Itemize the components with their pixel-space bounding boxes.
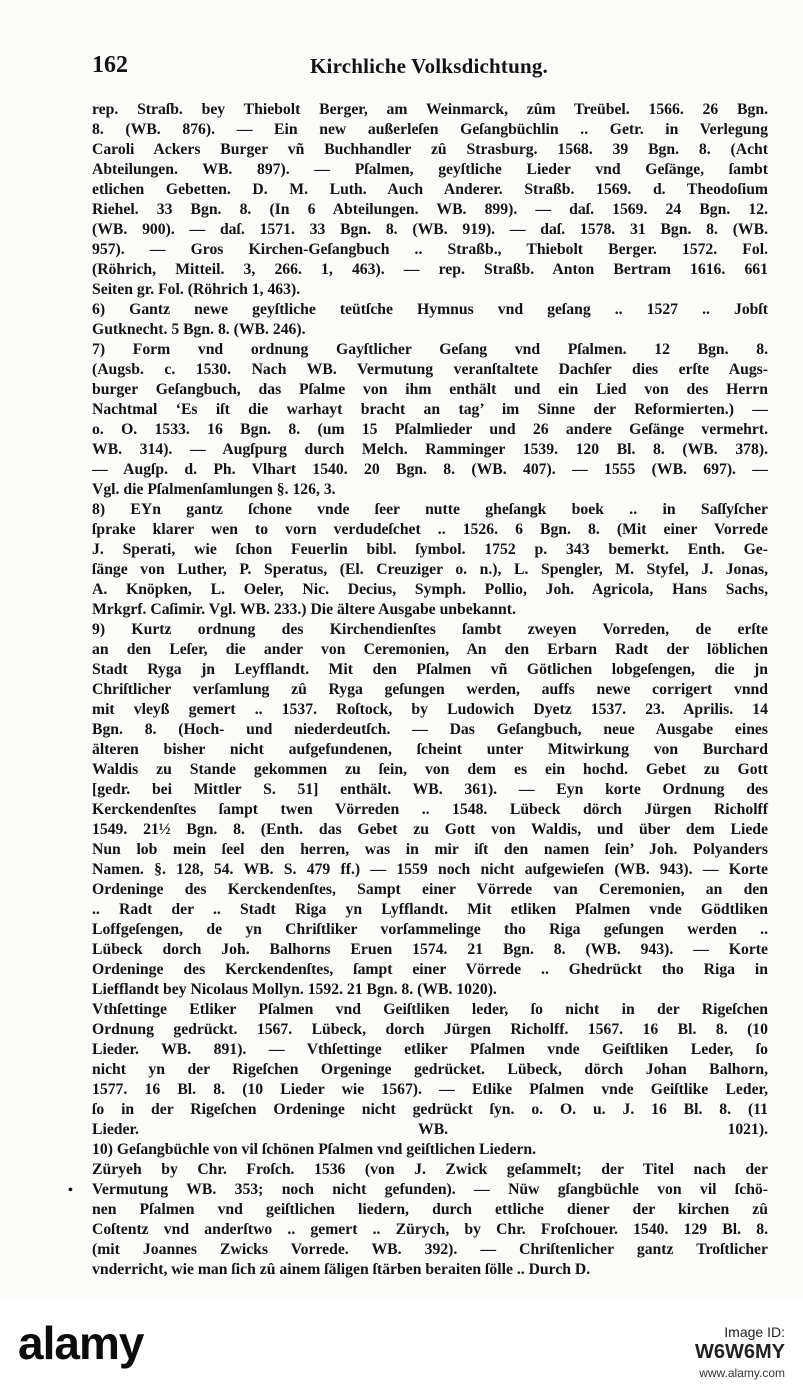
text-line: 6) Gantz newe geyſtliche teütſche Hymnus vnd geſang .. 1527 .. Jobſt — [92, 301, 768, 318]
text-line: 957). — Gros Kirchen-Geſangbuch .. Straßb., Thiebolt Berger. 1572. Fol. — [92, 241, 768, 258]
image-id-label: Image ID: — [724, 1324, 785, 1340]
text-line: Vgl. die Pſalmenſamlungen §. 126, 3. — [92, 481, 336, 498]
text-line: WB. 314). — Augſpurg durch Melch. Ramminger 1539. 120 Bl. 8. (WB. 378). — [92, 441, 768, 458]
text-line: 8. (WB. 876). — Ein new außerleſen Geſangbüchlin .. Getr. in Verlegung — [92, 121, 768, 138]
page-body-text — [92, 100, 768, 1278]
text-line: .. Radt der .. Stadt Riga yn Lyfflandt. Mit etliken Pſalmen vnde Gödtliken — [92, 901, 768, 918]
text-line: Abteilungen. WB. 897). — Pſalmen, geyſtliche Lieder vnd Geſänge, ſambt — [92, 161, 768, 178]
site-url: www.alamy.com — [699, 1366, 785, 1380]
text-line: Waldis zu Stande gekommen zu ſein, von dem es ein hochd. Gebet zu Gott — [92, 761, 768, 778]
text-line: an den Leſer, die ander von Ceremonien, An den Erbarn Radt der löblichen — [92, 641, 768, 658]
text-line: 1549. 21½ Bgn. 8. (Enth. das Gebet zu Gott von Waldis, und über dem Liede — [92, 821, 768, 838]
text-line: Züryeh by Chr. Froſch. 1536 (von J. Zwick geſammelt; der Titel nach der — [92, 1161, 768, 1178]
text-line: A. Knöpken, L. Oeler, Nic. Decius, Symph. Pollio, Joh. Agricola, Hans Sachs, — [92, 581, 768, 598]
text-line: Ordeninge des Kerckendenſtes, ſampt einer Vörrede .. Ghedrückt tho Riga in — [92, 961, 768, 978]
text-line: Vthſettinge Etliker Pſalmen vnd Geiſtliken leder, ſo nicht in der Rigeſchen — [92, 1001, 768, 1018]
image-id-value: W6W6MY — [695, 1341, 785, 1363]
text-line: (mit Joannes Zwicks Vorrede. WB. 392). — Chriſtenlicher gantz Troſtlicher — [92, 1241, 768, 1258]
text-line: Lieder. WB. 891). — Vthſettinge etliker Pſalmen vnde Geiſtliken Leder, ſo — [92, 1041, 768, 1058]
text-line: Vermutung WB. 353; noch nicht gefunden). — Nüw gſangbüchle von vil ſchö- — [92, 1181, 768, 1198]
text-line: [gedr. bei Mittler S. 51] enthält. WB. 361). — Eyn korte Ordnung des — [92, 781, 768, 798]
text-line: — Augſp. d. Ph. Vlhart 1540. 20 Bgn. 8. (WB. 407). — 1555 (WB. 697). — — [92, 461, 768, 478]
text-line: Lieder. WB. 1021). — [92, 1121, 768, 1138]
image-id-block — [695, 1322, 785, 1362]
text-line: 10) Geſangbüchle von vil ſchönen Pſalmen vnd geiſtlichen Liedern. — [92, 1141, 537, 1158]
text-line: Chriſtlicher verſamlung zû Ryga geſungen werden, auffs newe corrigert vnnd — [92, 681, 768, 698]
page-number: 162 — [92, 52, 128, 78]
alamy-logo: alamy — [18, 1317, 144, 1369]
text-line: mit vleyß gemert .. 1537. Roſtock, by Ludowich Dyetz 1537. 23. Aprilis. 14 — [92, 701, 768, 718]
text-line: ſo in der Rigeſchen Ordeninge nicht gedrückt ſyn. o. O. u. J. 16 Bl. 8. (11 — [92, 1101, 768, 1118]
text-line: (Augsb. c. 1530. Nach WB. Vermutung veranſtaltete Dachſer dies erſte Augs- — [92, 361, 768, 378]
text-line: Namen. §. 128, 54. WB. S. 479 ff.) — 1559 noch nicht aufgewieſen (WB. 943). — Korte — [92, 861, 768, 878]
text-line: 8) EYn gantz ſchone vnde ſeer nutte gheſangk boek .. in Saſſyſcher — [92, 501, 768, 518]
text-line: 1577. 16 Bl. 8. (10 Lieder wie 1567). — Etlike Pſalmen vnde Geiſtlike Leder, — [92, 1081, 768, 1098]
text-line: etlichen Gebetten. D. M. Luth. Auch Anderer. Straßb. 1569. d. Theodoſium — [92, 181, 768, 198]
running-title: Kirchliche Volksdichtung. — [310, 54, 549, 78]
text-line: J. Sperati, wie ſchon Feuerlin bibl. ſymbol. 1752 p. 343 bemerkt. Enth. Ge- — [92, 541, 768, 558]
text-line: Loffgeſengen, de yn Chriſtliker vorſammelinge tho Riga geſungen werden .. — [92, 921, 768, 938]
text-line: (Röhrich, Mitteil. 3, 266. 1, 463). — rep. Straßb. Anton Bertram 1616. 661 — [92, 261, 768, 278]
text-line: Ordnung gedrückt. 1567. Lübeck, dorch Jürgen Richolff. 1567. 16 Bl. 8. (10 — [92, 1021, 768, 1038]
text-line: Liefflandt bey Nicolaus Mollyn. 1592. 21 Bgn. 8. (WB. 1020). — [92, 981, 497, 998]
text-line: rep. Straſb. bey Thiebolt Berger, am Weinmarck, zûm Treübel. 1566. 26 Bgn. — [92, 101, 768, 118]
text-line: ſänge von Luther, P. Speratus, (El. Creuziger o. n.), L. Spengler, M. Styfel, J. Jonas, — [92, 561, 768, 578]
text-line: o. O. 1533. 16 Bgn. 8. (um 15 Pſalmlieder und 26 andere Geſänge vermehrt. — [92, 421, 768, 438]
text-line: ſprake klarer wen to vorn verdudeſchet .. 1526. 6 Bgn. 8. (Mit einer Vorrede — [92, 521, 768, 538]
text-line: vnderricht, wie man ſich zû ainem ſäligen ſtärben beraiten ſölle .. Durch D. — [92, 1261, 591, 1278]
text-line: nen Pſalmen vnd geiſtlichen liedern, durch ettliche diener der kirchen zû — [92, 1201, 768, 1218]
stock-footer-bar — [0, 1300, 803, 1390]
text-line: älteren bisher nicht aufgefundenen, ſcheint unter Mitwirkung von Burchard — [92, 741, 768, 758]
text-line: Bgn. 8. (Hoch- und niederdeutſch. — Das Geſangbuch, neue Ausgabe eines — [92, 721, 768, 738]
text-line: Gutknecht. 5 Bgn. 8. (WB. 246). — [92, 321, 306, 338]
text-line: (WB. 900). — daſ. 1571. 33 Bgn. 8. (WB. 919). — daſ. 1578. 31 Bgn. 8. (WB. — [92, 221, 768, 238]
text-line: 9) Kurtz ordnung des Kirchendienſtes ſambt zweyen Vorreden, de erſte — [92, 621, 768, 638]
text-line: Caroli Ackers Burger vñ Buchhandler zû Strasburg. 1568. 39 Bgn. 8. (Acht — [92, 141, 768, 158]
text-line: Seiten gr. Fol. (Röhrich 1, 463). — [92, 281, 301, 298]
text-line: Lübeck dorch Joh. Balhorns Eruen 1574. 21 Bgn. 8. (WB. 943). — Korte — [92, 941, 768, 958]
text-line: Stadt Ryga jn Leyfflandt. Mit den Pſalmen vñ Götlichen lobgeſengen, die jn — [92, 661, 768, 678]
text-line: Nachtmal ‘Es iſt die warhayt bracht an tag’ im Sinne der Reformierten.) — — [92, 401, 768, 418]
text-line: Kerckendenſtes ſampt twen Vörreden .. 1548. Lübeck dörch Jürgen Richolff — [92, 801, 768, 818]
page-header — [92, 52, 762, 86]
text-line: 7) Form vnd ordnung Gayſtlicher Geſang vnd Pſalmen. 12 Bgn. 8. — [92, 341, 768, 358]
text-line: nicht yn der Rigeſchen Orgeninge gedrücket. Lübeck, dörch Johan Balhorn, — [92, 1061, 768, 1078]
text-line: burger Geſangbuch, das Pſalme von ihm enthält und ein Lied von des Herrn — [92, 381, 768, 398]
text-line: Coſtentz vnd anderſtwo .. gemert .. Zürych, by Chr. Froſchouer. 1540. 129 Bl. 8. — [92, 1221, 768, 1238]
text-line: Ordeninge des Kerckendenſtes, Sampt einer Vörrede van Ceremonien, an den — [92, 881, 768, 898]
text-line: Riehel. 33 Bgn. 8. (In 6 Abteilungen. WB. 899). — daſ. 1569. 24 Bgn. 12. — [92, 201, 768, 218]
text-line: Mrkgrf. Caſimir. Vgl. WB. 233.) Die ältere Ausgabe unbekannt. — [92, 601, 516, 618]
text-line: Nun lob mein ſeel den herren, was in mir iſt den namen ſein’ Joh. Polyanders — [92, 841, 768, 858]
margin-mark: • — [68, 1183, 73, 1198]
